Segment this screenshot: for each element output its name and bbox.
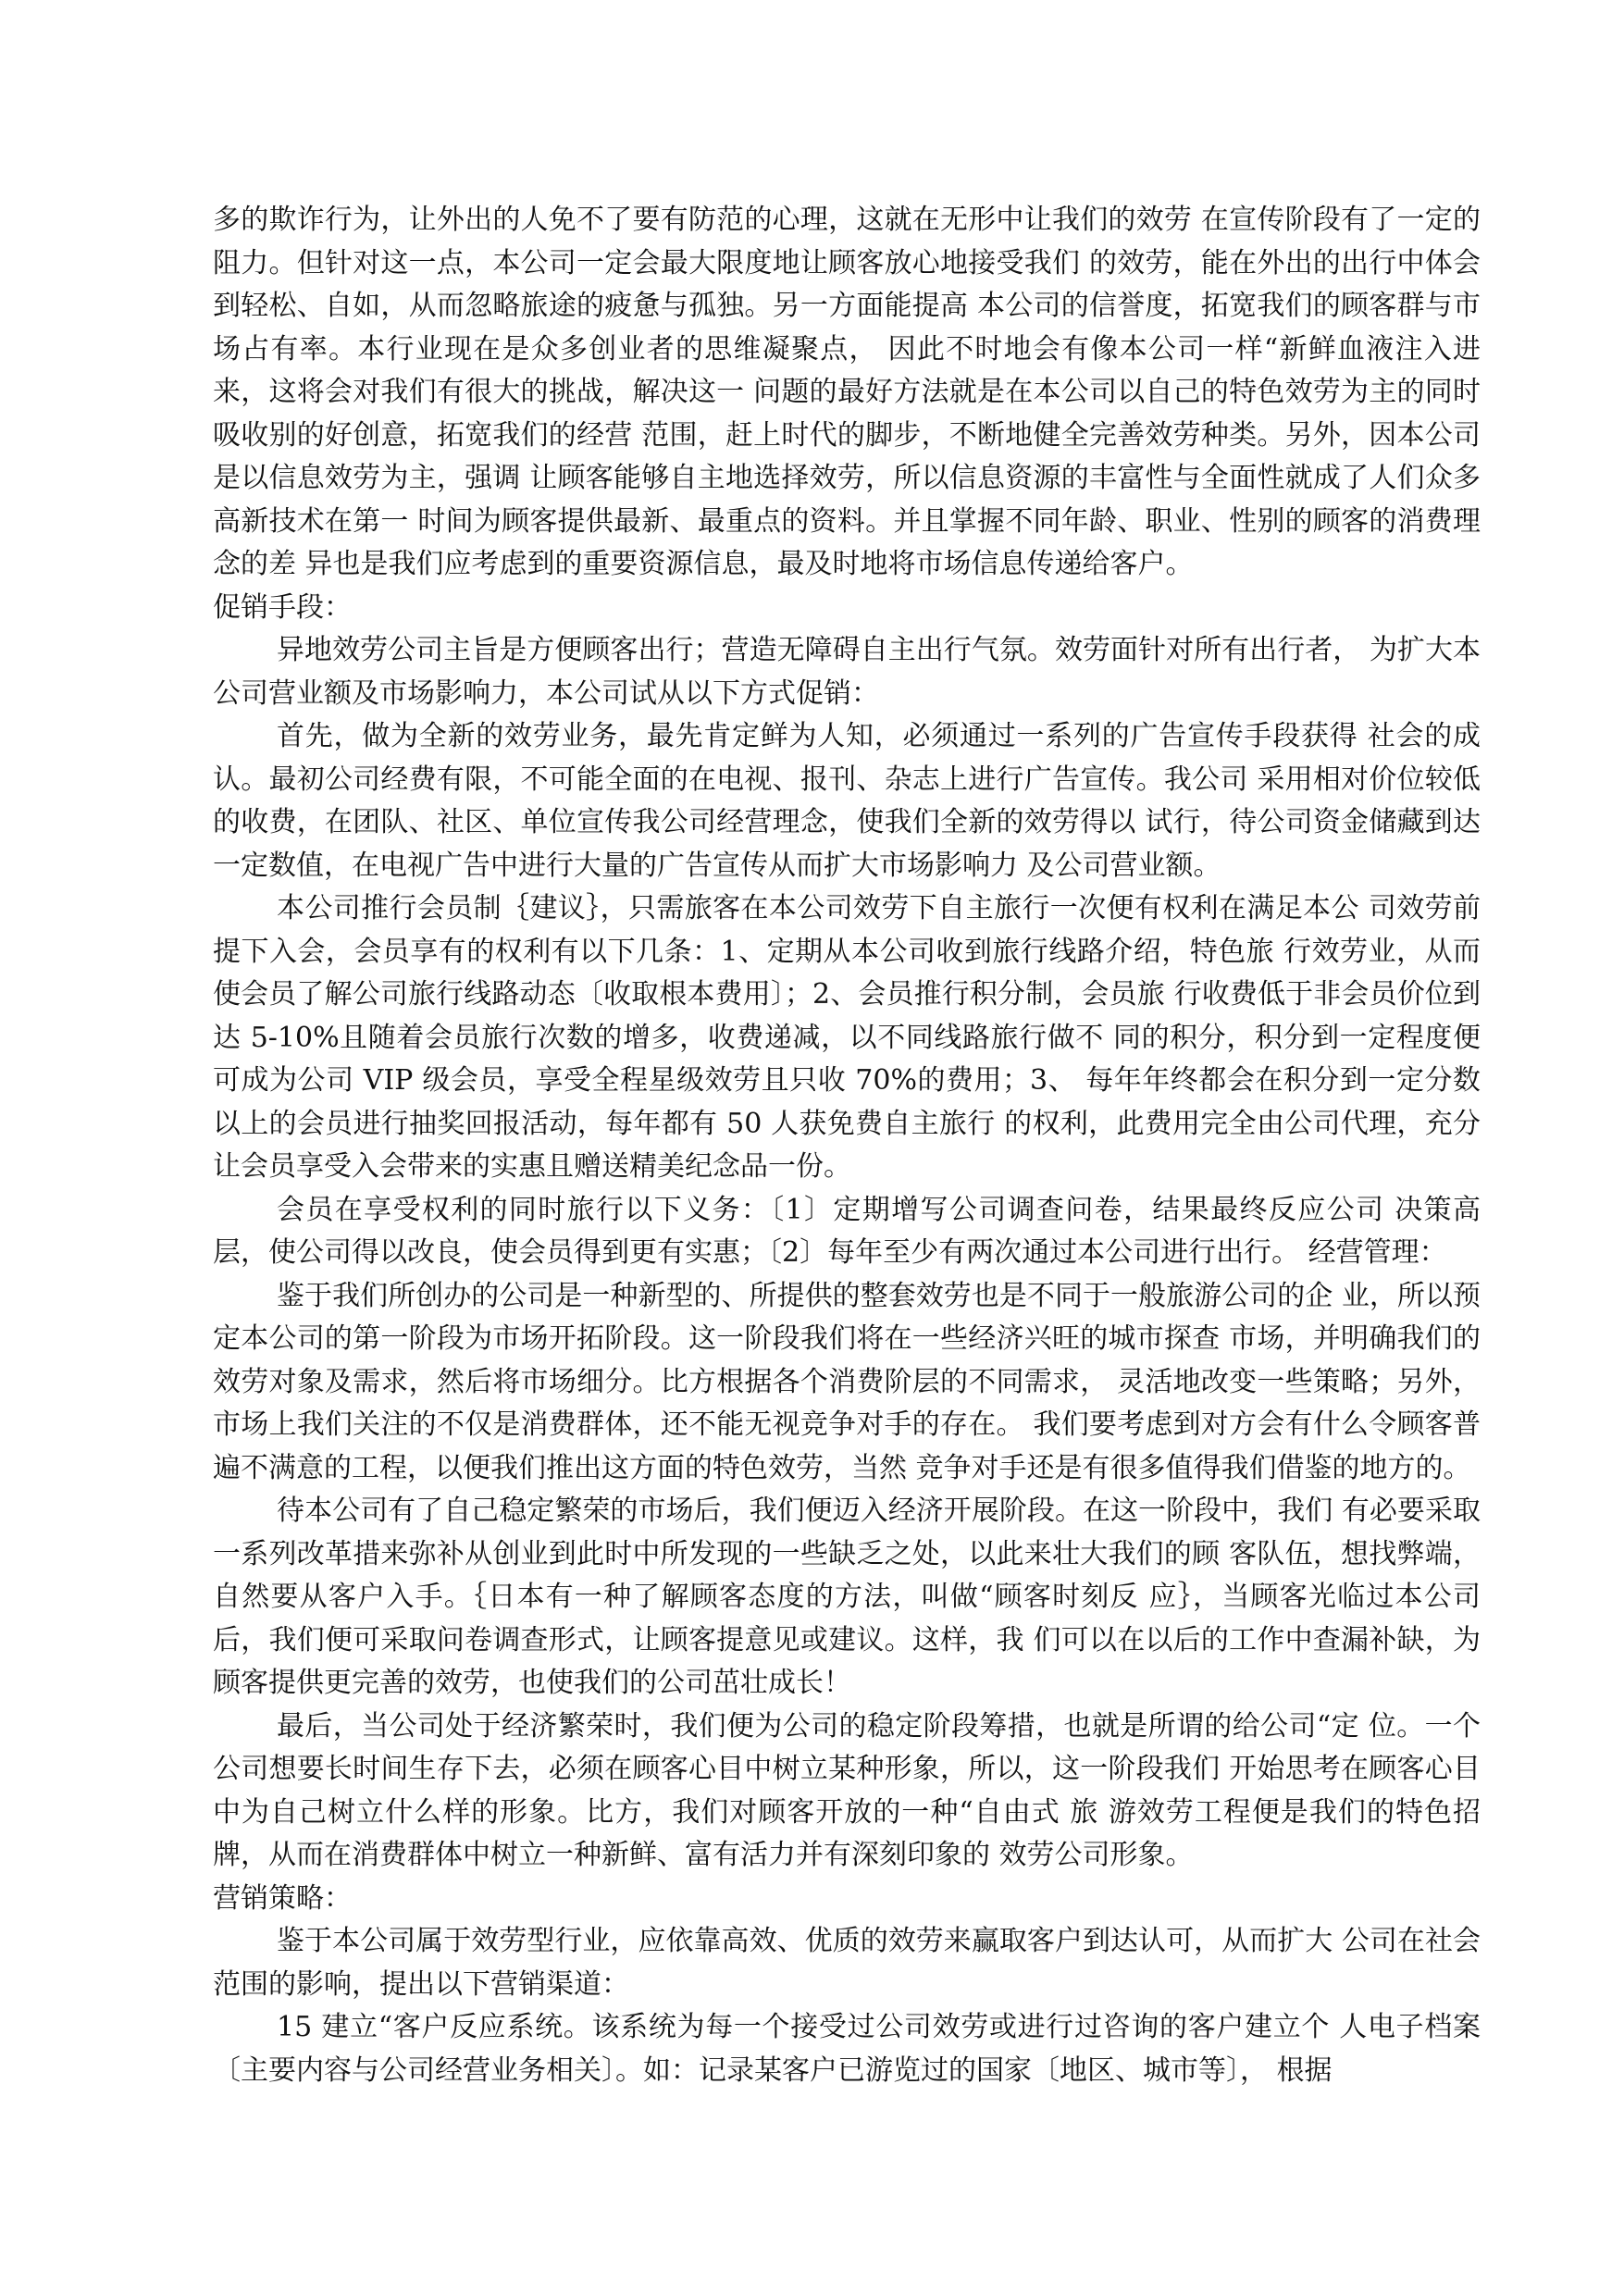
body-paragraph: 异地效劳公司主旨是方便顾客出行；营造无障碍自主出行气氛。效劳面针对所有出行者， 为扩大本公司营业额及市场影响力，本公司试从以下方式促销： xyxy=(213,634,1481,710)
body-paragraph: 首先，做为全新的效劳业务，最先肯定鲜为人知，必须通过一系列的广告宣传手段获得 社会的成认。最初公司经费有限，不可能全面的在电视、报刊、杂志上进行广告宣传。我公司 采用相对价位较低的收费，在团队、社区、单位宣传我公司经营理念，使我们全新的效劳得以 试行，待公司资金储藏到达一定数值，在电视广告中进行大量的广告宣传从而扩大市场影响力 及公司营业额。 xyxy=(213,720,1481,882)
body-paragraph: 鉴于我们所创办的公司是一种新型的、所提供的整套效劳也是不同于一般旅游公司的企 业，所以预定本公司的第一阶段为市场开拓阶段。这一阶段我们将在一些经济兴旺的城市探查 市场，并明确我们的效劳对象及需求，然后将市场细分。比方根据各个消费阶层的不同需求， 灵活地改变一些策略；另外，市场上我们关注的不仅是消费群体，还不能无视竞争对手的存在。 我们要考虑到对方会有什么令顾客普遍不满意的工程，以便我们推出这方面的特色效劳，当然 竞争对手还是有很多值得我们借鉴的地方的。 xyxy=(213,1279,1481,1484)
section-heading: 促销手段： xyxy=(213,590,352,624)
body-paragraph: 鉴于本公司属于效劳型行业，应依靠高效、优质的效劳来赢取客户到达认可，从而扩大 公司在社会范围的影响，提出以下营销渠道： xyxy=(213,1925,1481,2001)
document-page xyxy=(213,199,1481,2092)
body-paragraph: 会员在享受权利的同时旅行以下义务：〔1〕定期增写公司调查问卷，结果最终反应公司 决策高层，使公司得以改良，使会员得到更有实惠；〔2〕每年至少有两次通过本公司进行出行。 经营管理： xyxy=(213,1193,1481,1269)
body-paragraph: 本公司推行会员制｛建议｝，只需旅客在本公司效劳下自主旅行一次便有权利在满足本公 司效劳前提下入会，会员享有的权利有以下几条：1、定期从本公司收到旅行线路介绍，特色旅 行效劳业，从而使会员了解公司旅行线路动态〔收取根本费用〕；2、会员推行积分制，会员旅 行收费低于非会员价位到达 5-10%且随着会员旅行次数的增多，收费递减，以不同线路旅行做不 同的积分，积分到一定程度便可成为公司 VIP 级会员，享受全程星级效劳且只收 70%的费用；3、 每年年终都会在积分到一定分数以上的会员进行抽奖回报活动，每年都有 50 人获免费自主旅行 的权利，此费用完全由公司代理，充分让会员享受入会带来的实惠且赠送精美纪念品一份。 xyxy=(213,892,1481,1183)
body-paragraph: 待本公司有了自己稳定繁荣的市场后，我们便迈入经济开展阶段。在这一阶段中，我们 有必要采取一系列改革措来弥补从创业到此时中所发现的一些缺乏之处，以此来壮大我们的顾 客队伍，想找弊端，自然要从客户入手。｛日本有一种了解顾客态度的方法，叫做“顾客时刻反 应｝，当顾客光临过本公司后，我们便可采取问卷调查形式，让顾客提意见或建议。这样，我 们可以在以后的工作中查漏补缺，为顾客提供更完善的效劳，也使我们的公司茁壮成长！ xyxy=(213,1495,1481,1699)
body-paragraph: 15 建立“客户反应系统。该系统为每一个接受过公司效劳或进行过咨询的客户建立个 人电子档案〔主要内容与公司经营业务相关〕。如：记录某客户已游览过的国家〔地区、城市等〕， 根据 xyxy=(213,2011,1481,2087)
body-paragraph: 多的欺诈行为，让外出的人免不了要有防范的心理，这就在无形中让我们的效劳 在宣传阶段有了一定的阻力。但针对这一点，本公司一定会最大限度地让顾客放心地接受我们 的效劳，能在外出的出行中体会到轻松、自如，从而忽略旅途的疲惫与孤独。另一方面能提高 本公司的信誉度，拓宽我们的顾客群与市场占有率。本行业现在是众多创业者的思维凝聚点， 因此不时地会有像本公司一样“新鲜血液注入进来，这将会对我们有很大的挑战，解决这一 问题的最好方法就是在本公司以自己的特色效劳为主的同时吸收别的好创意，拓宽我们的经营 范围，赶上时代的脚步，不断地健全完善效劳种类。另外，因本公司是以信息效劳为主，强调 让顾客能够自主地选择效劳，所以信息资源的丰富性与全面性就成了人们众多高新技术在第一 时间为顾客提供最新、最重点的资料。并且掌握不同年龄、职业、性别的顾客的消费理念的差 异也是我们应考虑到的重要资源信息，最及时地将市场信息传递给客户。 xyxy=(213,204,1481,580)
section-heading: 营销策略： xyxy=(213,1881,352,1915)
body-paragraph: 最后，当公司处于经济繁荣时，我们便为公司的稳定阶段筹措，也就是所谓的给公司“定 位。一个公司想要长时间生存下去，必须在顾客心目中树立某种形象，所以，这一阶段我们 开始思考在顾客心目中为自己树立什么样的形象。比方，我们对顾客开放的一种“自由式 旅 游效劳工程便是我们的特色招牌，从而在消费群体中树立一种新鲜、富有活力并有深刻印象的 效劳公司形象。 xyxy=(213,1709,1481,1871)
